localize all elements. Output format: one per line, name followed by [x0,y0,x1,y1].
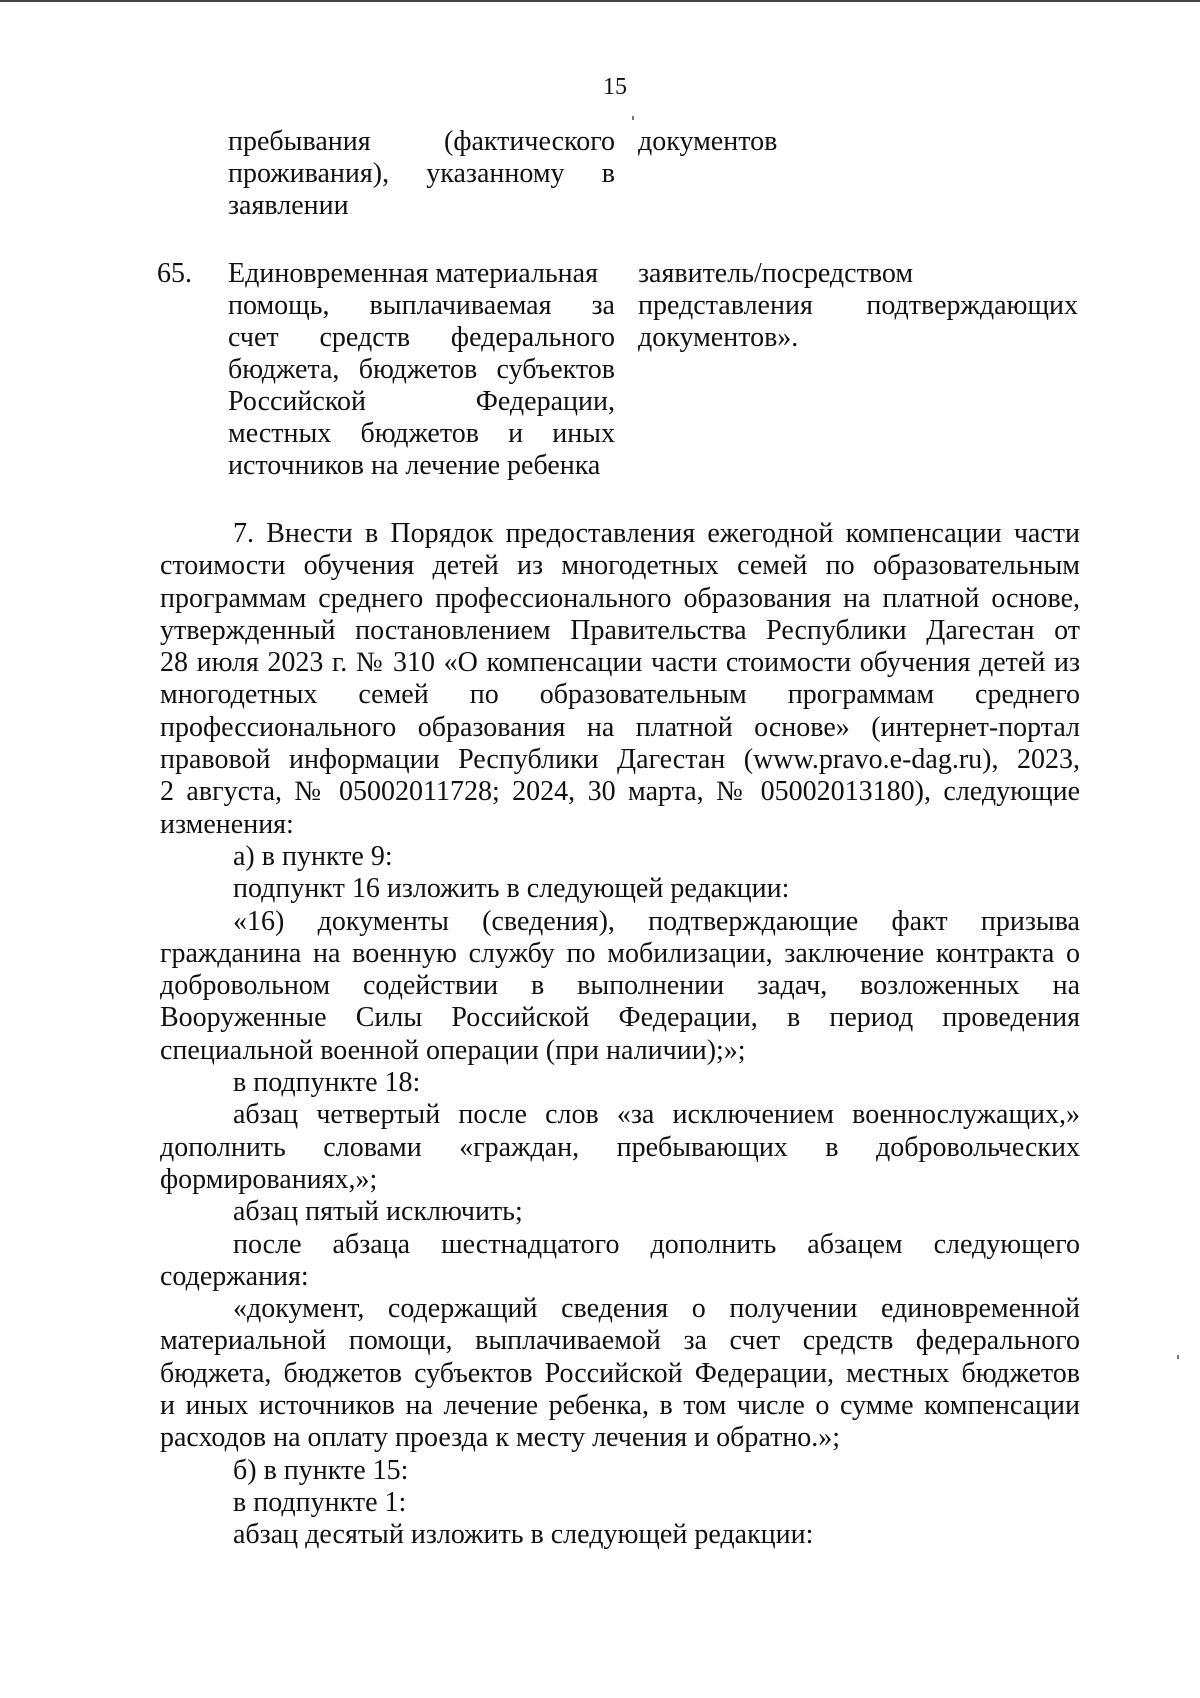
text-line: и иных источников на лечение ребенка, в том числе о сумме компенсации [160,1390,1080,1422]
cell-line: заявитель/посредством [638,258,914,289]
text-line: подпункт 16 изложить в следующей редакции: [233,873,790,905]
text-line: «16) документы (сведения), подтверждающие факт призыва [233,905,1080,937]
text-line: абзац четвертый после слов «за исключением военнослужащих,» [233,1099,1080,1131]
cell-line: представления подтверждающих [638,290,1078,321]
text-line: 7. Внести в Порядок предоставления ежегодной компенсации части [233,518,1080,549]
cell-line: Единовременная материальная [228,258,598,289]
text-line: б) в пункте 15: [233,1454,409,1486]
text-line: абзац десятый изложить в следующей редакции: [233,1519,814,1551]
cell-line: заявлении [228,190,349,221]
cell-line: счет средств федерального [228,322,615,353]
text-line: правовой информации Республики Дагестан (www.pravo.e-dag.ru), 2023, [160,744,1080,776]
text-line: дополнить словами «граждан, пребывающих в добровольческих [160,1131,1080,1163]
text-line: бюджета, бюджетов субъектов Российской Федерации, местных бюджетов [160,1357,1080,1389]
cell-line: Российской Федерации, [228,386,615,417]
text-line: Вооруженные Силы Российской Федерации, в период проведения [160,1002,1080,1034]
table-cell-method [638,126,1078,158]
text-line: гражданина на военную службу по мобилизации, заключение контракта о [160,937,1080,969]
text-line: 28 июля 2023 г. № 310 «О компенсации части стоимости обучения детей из [160,647,1080,679]
text-line: программам среднего профессионального образования на платной основе, [160,582,1080,614]
text-line: в подпункте 18: [233,1067,421,1099]
table-cell-service [228,258,615,482]
text-line: стоимости обучения детей из многодетных семей по образовательным [160,550,1080,582]
text-line: после абзаца шестнадцатого дополнить абзацем следующего [233,1228,1080,1260]
text-line: утвержденный постановлением Правительства Республики Дагестан от [160,614,1080,646]
text-line: формированиях,»; [160,1163,378,1195]
scan-speck [632,116,634,120]
cell-line: пребывания (фактического [228,126,615,157]
scan-top-border [0,0,1200,2]
scan-speck [1177,1355,1179,1359]
page-number: 15 [603,74,627,100]
text-line: а) в пункте 9: [233,840,393,872]
text-line: 2 августа, № 05002011728; 2024, 30 марта, № 05002013180), следующие [160,776,1080,808]
text-line: абзац пятый исключить; [233,1196,523,1228]
cell-line: документов». [638,322,799,353]
text-line: расходов на оплату проезда к месту лечения и обратно.»; [160,1422,841,1454]
text-line: многодетных семей по образовательным программам среднего [160,679,1080,711]
text-line: «документ, содержащий сведения о получении единовременной [233,1293,1080,1325]
text-line: добровольном содействии в выполнении задач, возложенных на [160,970,1080,1002]
text-line: изменения: [160,808,294,840]
body-text [160,518,1080,1552]
table-row-number: 65. [157,258,192,289]
text-line: материальной помощи, выплачиваемой за счет средств федерального [160,1325,1080,1357]
text-line: специальной военной операции (при наличии);»; [160,1034,746,1066]
table-cell-service [228,126,615,222]
table-cell-method [638,258,1078,354]
cell-line: источников на лечение ребенка [228,450,601,481]
cell-line: документов [638,126,778,157]
text-line: в подпункте 1: [233,1486,407,1518]
cell-line: проживания), указанному в [228,158,615,189]
text-line: содержания: [160,1260,309,1292]
cell-line: помощь, выплачиваемая за [228,290,615,321]
cell-line: местных бюджетов и иных [228,418,615,449]
text-line: профессионального образования на платной основе» (интернет-портал [160,711,1080,743]
cell-line: бюджета, бюджетов субъектов [228,354,615,385]
